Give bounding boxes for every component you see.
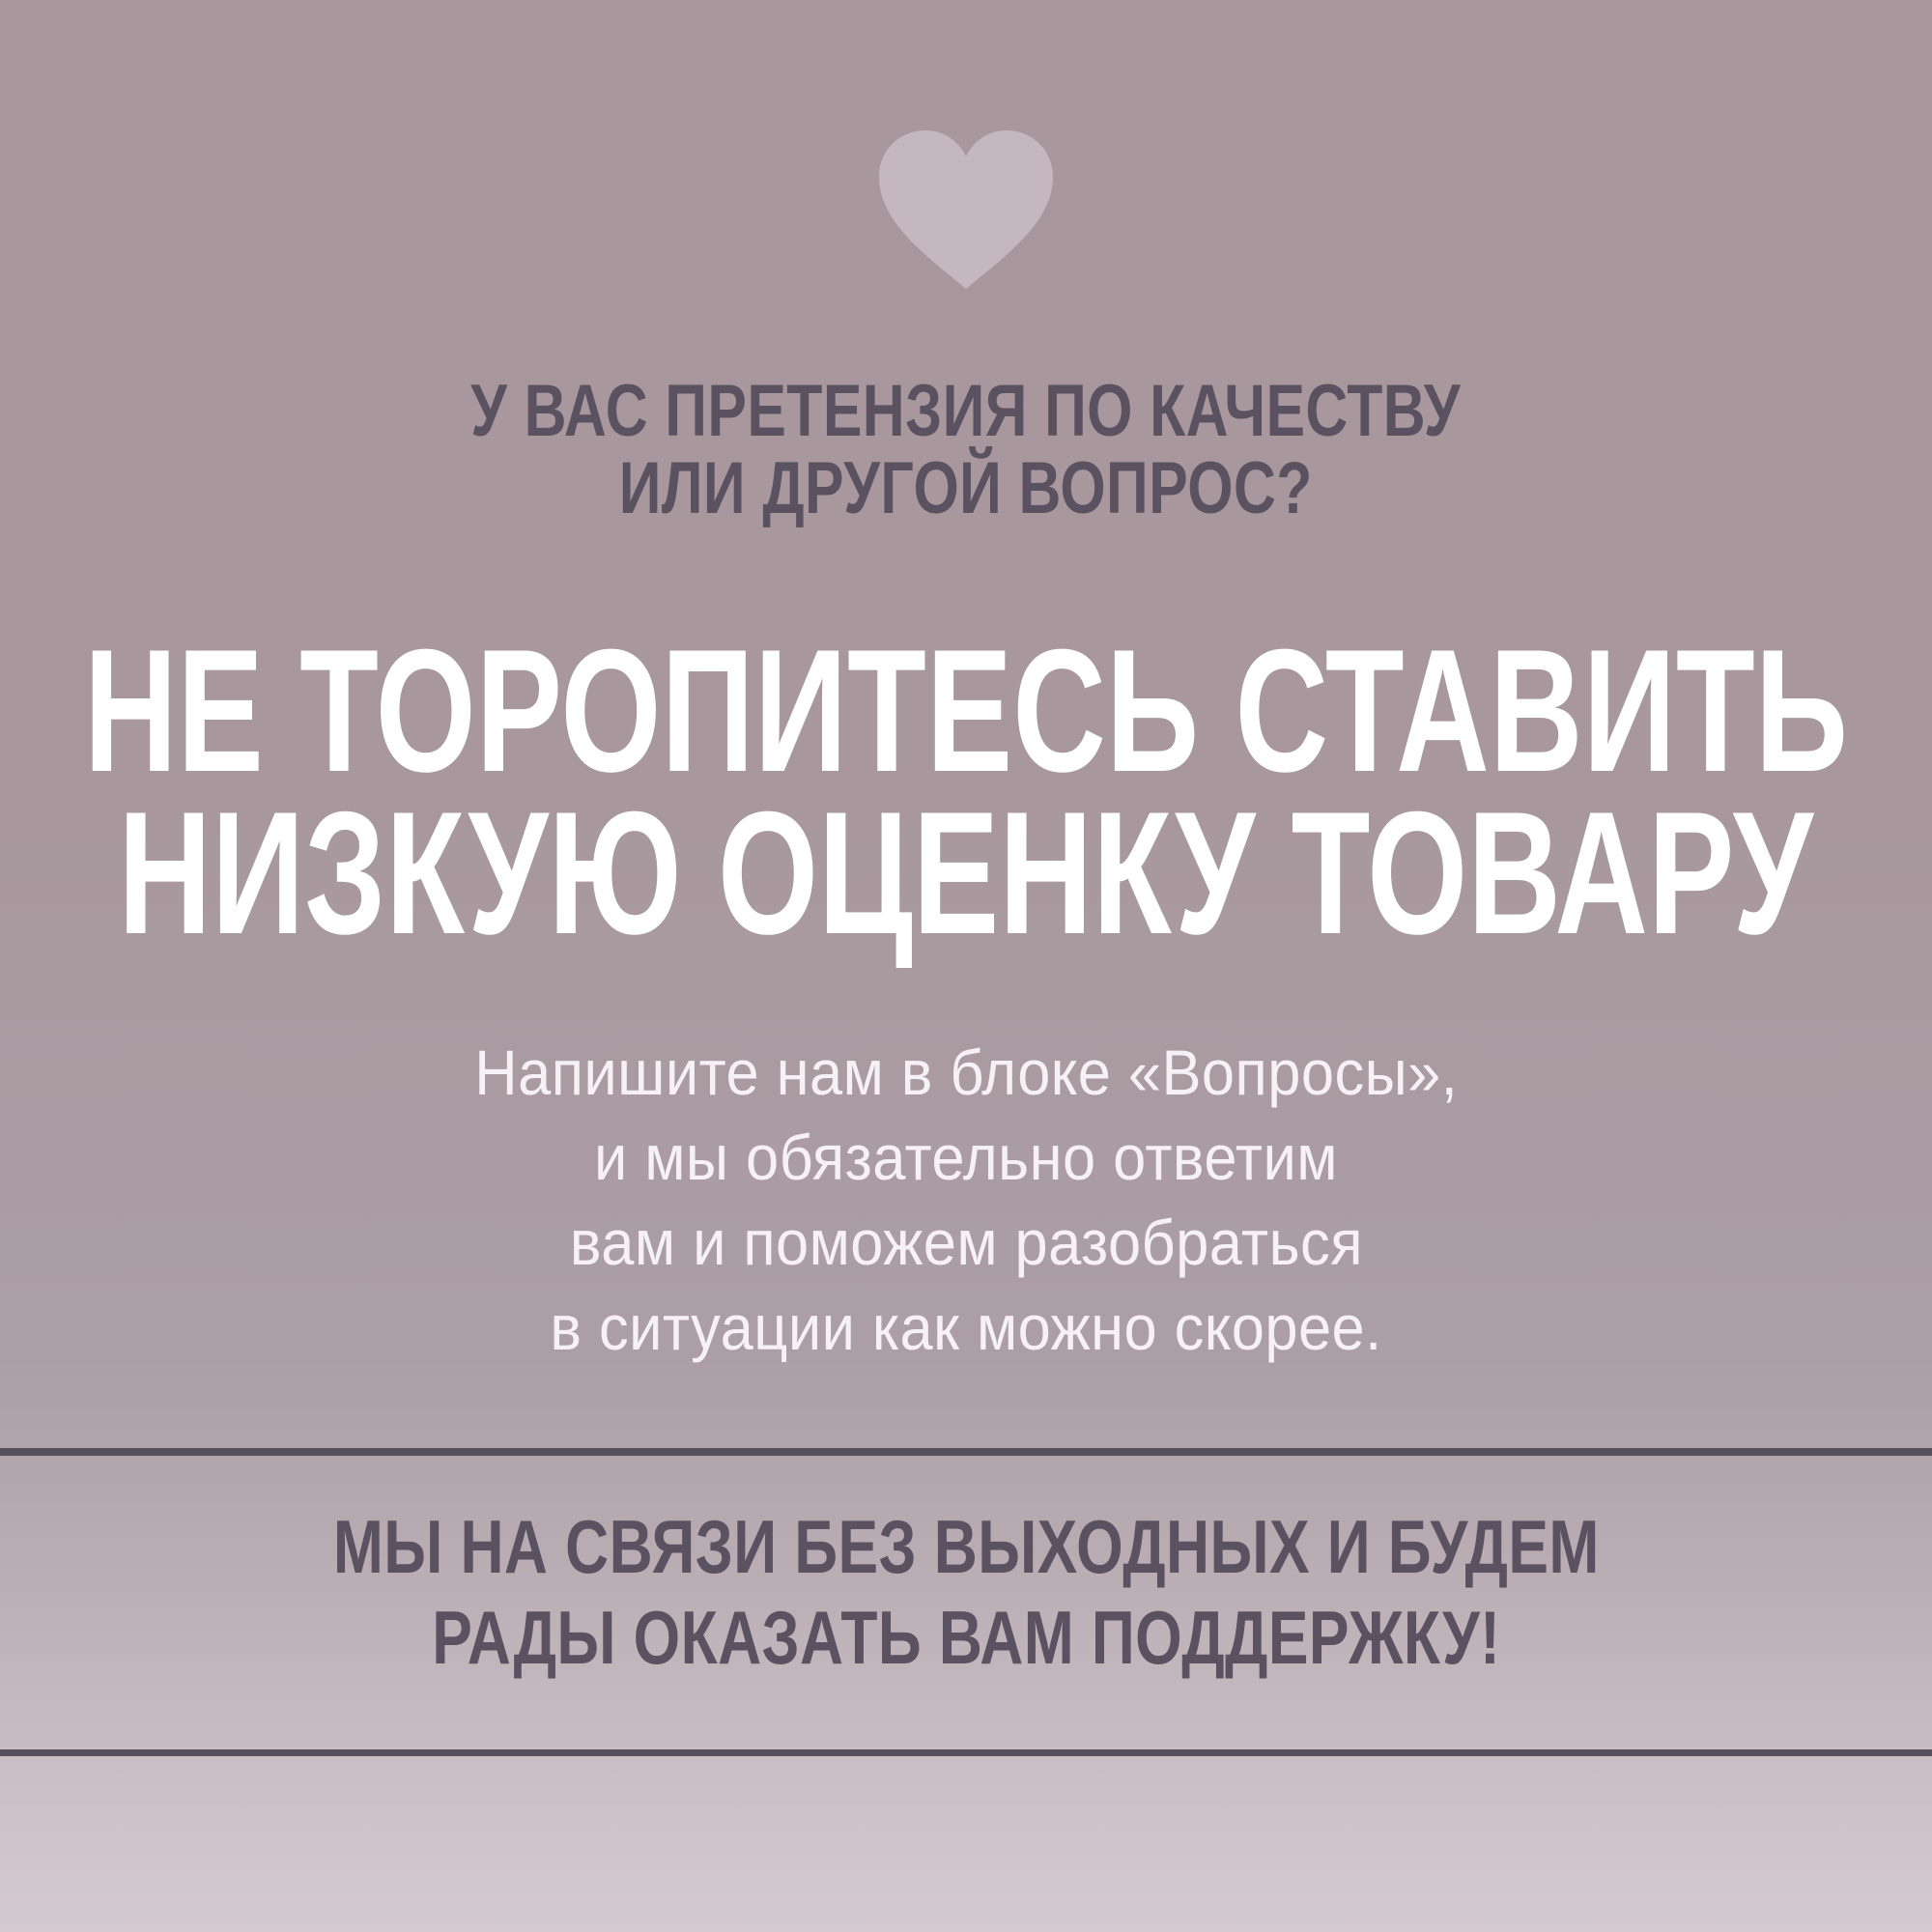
main-heading: [0, 613, 1932, 971]
intro-heading: [0, 370, 1932, 529]
footer-heading-line1: МЫ НА СВЯЗИ БЕЗ ВЫХОДНЫХ И БУДЕМ: [332, 1504, 1600, 1589]
footer-heading-line2: РАДЫ ОКАЗАТЬ ВАМ ПОДДЕРЖКУ!: [431, 1595, 1501, 1680]
intro-heading-line1: У ВАС ПРЕТЕНЗИЯ ПО КАЧЕСТВУ: [470, 370, 1462, 452]
heart-icon: [0, 118, 1932, 301]
body-text-line4: в ситуации как можно скорее.: [550, 1292, 1382, 1363]
main-heading-line2: НИЗКУЮ ОЦЕНКУ ТОВАРУ: [118, 776, 1814, 971]
main-heading-line1: НЕ ТОРОПИТЕСЬ СТАВИТЬ: [83, 613, 1849, 809]
body-text-line1: Напишите нам в блоке «Вопросы»,: [473, 1037, 1458, 1108]
top-divider-line: [0, 1448, 1932, 1456]
footer-heading: [0, 1501, 1932, 1683]
body-text-line3: вам и поможем разобраться: [569, 1207, 1363, 1278]
intro-heading-line2: ИЛИ ДРУГОЙ ВОПРОС?: [618, 447, 1314, 529]
bottom-divider-line: [0, 1749, 1932, 1756]
body-text-line2: и мы обязательно ответим: [594, 1122, 1338, 1193]
body-text: [0, 1030, 1932, 1370]
